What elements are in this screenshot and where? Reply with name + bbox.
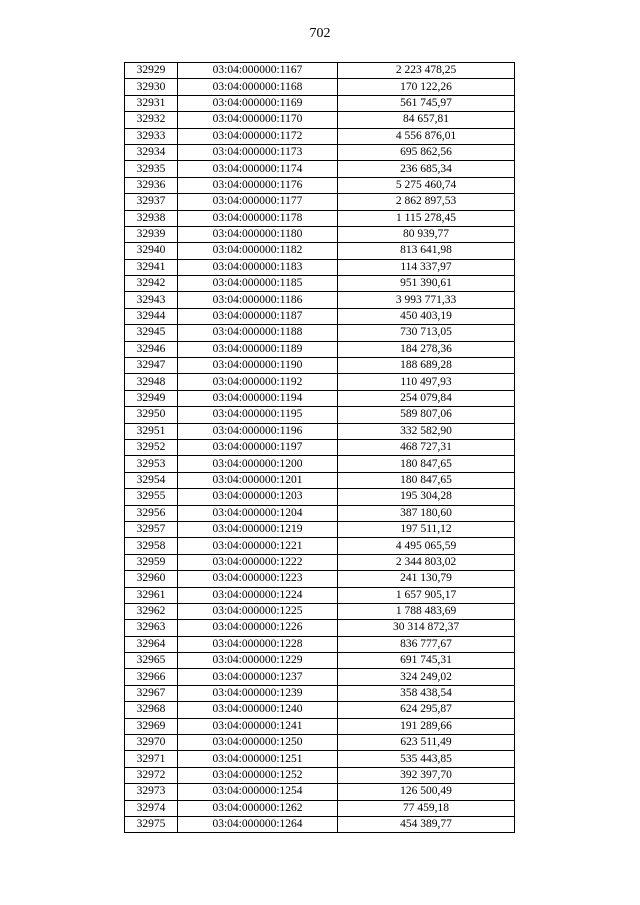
- cadastral-number-cell: 03:04:000000:1177: [178, 194, 338, 210]
- table-row: [125, 308, 515, 324]
- table-row: [125, 489, 515, 505]
- amount-cell: 110 497,93: [338, 374, 515, 390]
- row-number-cell: 32954: [125, 472, 178, 488]
- cadastral-number-cell: 03:04:000000:1201: [178, 472, 338, 488]
- amount-cell: 80 939,77: [338, 226, 515, 242]
- row-number-cell: 32963: [125, 620, 178, 636]
- amount-cell: 468 727,31: [338, 439, 515, 455]
- cadastral-number-cell: 03:04:000000:1178: [178, 210, 338, 226]
- amount-cell: 2 862 897,53: [338, 194, 515, 210]
- table-row: [125, 767, 515, 783]
- table-row: [125, 374, 515, 390]
- amount-cell: 126 500,49: [338, 784, 515, 800]
- cadastral-number-cell: 03:04:000000:1241: [178, 718, 338, 734]
- table-row: [125, 259, 515, 275]
- cadastral-number-cell: 03:04:000000:1185: [178, 276, 338, 292]
- table-row: [125, 751, 515, 767]
- amount-cell: 77 459,18: [338, 800, 515, 816]
- table-row: [125, 390, 515, 406]
- amount-cell: 197 511,12: [338, 521, 515, 537]
- cadastral-number-cell: 03:04:000000:1204: [178, 505, 338, 521]
- cadastral-number-cell: 03:04:000000:1195: [178, 407, 338, 423]
- row-number-cell: 32947: [125, 358, 178, 374]
- cadastral-number-cell: 03:04:000000:1264: [178, 816, 338, 832]
- row-number-cell: 32959: [125, 554, 178, 570]
- amount-cell: 387 180,60: [338, 505, 515, 521]
- table-row: [125, 718, 515, 734]
- table-row: [125, 620, 515, 636]
- amount-cell: 1 657 905,17: [338, 587, 515, 603]
- amount-cell: 241 130,79: [338, 571, 515, 587]
- amount-cell: 535 443,85: [338, 751, 515, 767]
- row-number-cell: 32929: [125, 63, 178, 79]
- row-number-cell: 32968: [125, 702, 178, 718]
- cadastral-number-cell: 03:04:000000:1167: [178, 63, 338, 79]
- table-row: [125, 144, 515, 160]
- row-number-cell: 32943: [125, 292, 178, 308]
- amount-cell: 180 847,65: [338, 472, 515, 488]
- amount-cell: 236 685,34: [338, 161, 515, 177]
- cadastral-number-cell: 03:04:000000:1187: [178, 308, 338, 324]
- amount-cell: 813 641,98: [338, 243, 515, 259]
- row-number-cell: 32949: [125, 390, 178, 406]
- table-row: [125, 161, 515, 177]
- amount-cell: 170 122,26: [338, 79, 515, 95]
- table-row: [125, 800, 515, 816]
- row-number-cell: 32930: [125, 79, 178, 95]
- cadastral-number-cell: 03:04:000000:1172: [178, 128, 338, 144]
- amount-cell: 623 511,49: [338, 735, 515, 751]
- table-body: [125, 63, 515, 833]
- row-number-cell: 32940: [125, 243, 178, 259]
- amount-cell: 5 275 460,74: [338, 177, 515, 193]
- cadastral-number-cell: 03:04:000000:1188: [178, 325, 338, 341]
- cadastral-number-cell: 03:04:000000:1168: [178, 79, 338, 95]
- cadastral-number-cell: 03:04:000000:1186: [178, 292, 338, 308]
- row-number-cell: 32969: [125, 718, 178, 734]
- table-row: [125, 128, 515, 144]
- cadastral-number-cell: 03:04:000000:1189: [178, 341, 338, 357]
- table-row: [125, 407, 515, 423]
- row-number-cell: 32938: [125, 210, 178, 226]
- table-row: [125, 521, 515, 537]
- amount-cell: 695 862,56: [338, 144, 515, 160]
- table-row: [125, 439, 515, 455]
- table-row: [125, 603, 515, 619]
- amount-cell: 2 344 803,02: [338, 554, 515, 570]
- cadastral-number-cell: 03:04:000000:1192: [178, 374, 338, 390]
- table-row: [125, 685, 515, 701]
- cadastral-number-cell: 03:04:000000:1197: [178, 439, 338, 455]
- row-number-cell: 32961: [125, 587, 178, 603]
- table-row: [125, 243, 515, 259]
- amount-cell: 454 389,77: [338, 816, 515, 832]
- amount-cell: 1 788 483,69: [338, 603, 515, 619]
- row-number-cell: 32952: [125, 439, 178, 455]
- amount-cell: 691 745,31: [338, 653, 515, 669]
- cadastral-number-cell: 03:04:000000:1176: [178, 177, 338, 193]
- row-number-cell: 32975: [125, 816, 178, 832]
- amount-cell: 358 438,54: [338, 685, 515, 701]
- amount-cell: 324 249,02: [338, 669, 515, 685]
- amount-cell: 450 403,19: [338, 308, 515, 324]
- amount-cell: 184 278,36: [338, 341, 515, 357]
- amount-cell: 180 847,65: [338, 456, 515, 472]
- row-number-cell: 32955: [125, 489, 178, 505]
- row-number-cell: 32956: [125, 505, 178, 521]
- amount-cell: 195 304,28: [338, 489, 515, 505]
- cadastral-number-cell: 03:04:000000:1252: [178, 767, 338, 783]
- cadastral-number-cell: 03:04:000000:1240: [178, 702, 338, 718]
- row-number-cell: 32942: [125, 276, 178, 292]
- row-number-cell: 32931: [125, 95, 178, 111]
- row-number-cell: 32957: [125, 521, 178, 537]
- table-row: [125, 472, 515, 488]
- row-number-cell: 32946: [125, 341, 178, 357]
- amount-cell: 188 689,28: [338, 358, 515, 374]
- row-number-cell: 32935: [125, 161, 178, 177]
- row-number-cell: 32972: [125, 767, 178, 783]
- table-row: [125, 292, 515, 308]
- amount-cell: 4 495 065,59: [338, 538, 515, 554]
- row-number-cell: 32948: [125, 374, 178, 390]
- cadastral-number-cell: 03:04:000000:1170: [178, 112, 338, 128]
- cadastral-number-cell: 03:04:000000:1180: [178, 226, 338, 242]
- table-row: [125, 735, 515, 751]
- amount-cell: 84 657,81: [338, 112, 515, 128]
- row-number-cell: 32964: [125, 636, 178, 652]
- cadastral-number-cell: 03:04:000000:1190: [178, 358, 338, 374]
- table-row: [125, 816, 515, 832]
- amount-cell: 3 993 771,33: [338, 292, 515, 308]
- amount-cell: 4 556 876,01: [338, 128, 515, 144]
- cadastral-number-cell: 03:04:000000:1200: [178, 456, 338, 472]
- row-number-cell: 32971: [125, 751, 178, 767]
- cadastral-number-cell: 03:04:000000:1224: [178, 587, 338, 603]
- row-number-cell: 32974: [125, 800, 178, 816]
- row-number-cell: 32944: [125, 308, 178, 324]
- table-row: [125, 210, 515, 226]
- data-table: [124, 62, 515, 833]
- table-row: [125, 784, 515, 800]
- cadastral-number-cell: 03:04:000000:1182: [178, 243, 338, 259]
- table-row: [125, 554, 515, 570]
- row-number-cell: 32945: [125, 325, 178, 341]
- row-number-cell: 32973: [125, 784, 178, 800]
- row-number-cell: 32941: [125, 259, 178, 275]
- row-number-cell: 32962: [125, 603, 178, 619]
- row-number-cell: 32937: [125, 194, 178, 210]
- cadastral-number-cell: 03:04:000000:1251: [178, 751, 338, 767]
- cadastral-number-cell: 03:04:000000:1239: [178, 685, 338, 701]
- table-row: [125, 653, 515, 669]
- table-row: [125, 112, 515, 128]
- row-number-cell: 32951: [125, 423, 178, 439]
- table-row: [125, 194, 515, 210]
- row-number-cell: 32966: [125, 669, 178, 685]
- cadastral-number-cell: 03:04:000000:1250: [178, 735, 338, 751]
- cadastral-number-cell: 03:04:000000:1226: [178, 620, 338, 636]
- cadastral-number-cell: 03:04:000000:1169: [178, 95, 338, 111]
- cadastral-number-cell: 03:04:000000:1225: [178, 603, 338, 619]
- amount-cell: 254 079,84: [338, 390, 515, 406]
- amount-cell: 624 295,87: [338, 702, 515, 718]
- row-number-cell: 32934: [125, 144, 178, 160]
- table-row: [125, 587, 515, 603]
- table-row: [125, 276, 515, 292]
- table-row: [125, 79, 515, 95]
- amount-cell: 951 390,61: [338, 276, 515, 292]
- cadastral-number-cell: 03:04:000000:1203: [178, 489, 338, 505]
- table-row: [125, 538, 515, 554]
- cadastral-number-cell: 03:04:000000:1173: [178, 144, 338, 160]
- cadastral-number-cell: 03:04:000000:1223: [178, 571, 338, 587]
- cadastral-number-cell: 03:04:000000:1262: [178, 800, 338, 816]
- page-number: 702: [309, 26, 331, 41]
- cadastral-number-cell: 03:04:000000:1183: [178, 259, 338, 275]
- amount-cell: 114 337,97: [338, 259, 515, 275]
- amount-cell: 1 115 278,45: [338, 210, 515, 226]
- table-row: [125, 95, 515, 111]
- cadastral-number-cell: 03:04:000000:1174: [178, 161, 338, 177]
- row-number-cell: 32932: [125, 112, 178, 128]
- cadastral-number-cell: 03:04:000000:1196: [178, 423, 338, 439]
- amount-cell: 392 397,70: [338, 767, 515, 783]
- cadastral-number-cell: 03:04:000000:1221: [178, 538, 338, 554]
- row-number-cell: 32958: [125, 538, 178, 554]
- table-row: [125, 571, 515, 587]
- table-row: [125, 63, 515, 79]
- table-row: [125, 505, 515, 521]
- cadastral-number-cell: 03:04:000000:1254: [178, 784, 338, 800]
- table-row: [125, 358, 515, 374]
- table-row: [125, 226, 515, 242]
- cadastral-number-cell: 03:04:000000:1219: [178, 521, 338, 537]
- table-row: [125, 636, 515, 652]
- amount-cell: 332 582,90: [338, 423, 515, 439]
- table-row: [125, 456, 515, 472]
- table-row: [125, 702, 515, 718]
- cadastral-number-cell: 03:04:000000:1229: [178, 653, 338, 669]
- table-row: [125, 177, 515, 193]
- amount-cell: 30 314 872,37: [338, 620, 515, 636]
- row-number-cell: 32933: [125, 128, 178, 144]
- amount-cell: 2 223 478,25: [338, 63, 515, 79]
- amount-cell: 730 713,05: [338, 325, 515, 341]
- amount-cell: 561 745,97: [338, 95, 515, 111]
- row-number-cell: 32939: [125, 226, 178, 242]
- row-number-cell: 32953: [125, 456, 178, 472]
- row-number-cell: 32960: [125, 571, 178, 587]
- table-row: [125, 325, 515, 341]
- table-row: [125, 341, 515, 357]
- row-number-cell: 32970: [125, 735, 178, 751]
- amount-cell: 589 807,06: [338, 407, 515, 423]
- cadastral-number-cell: 03:04:000000:1222: [178, 554, 338, 570]
- amount-cell: 836 777,67: [338, 636, 515, 652]
- cadastral-number-cell: 03:04:000000:1237: [178, 669, 338, 685]
- row-number-cell: 32950: [125, 407, 178, 423]
- row-number-cell: 32936: [125, 177, 178, 193]
- cadastral-number-cell: 03:04:000000:1228: [178, 636, 338, 652]
- table-row: [125, 423, 515, 439]
- row-number-cell: 32967: [125, 685, 178, 701]
- cadastral-number-cell: 03:04:000000:1194: [178, 390, 338, 406]
- table-row: [125, 669, 515, 685]
- amount-cell: 191 289,66: [338, 718, 515, 734]
- row-number-cell: 32965: [125, 653, 178, 669]
